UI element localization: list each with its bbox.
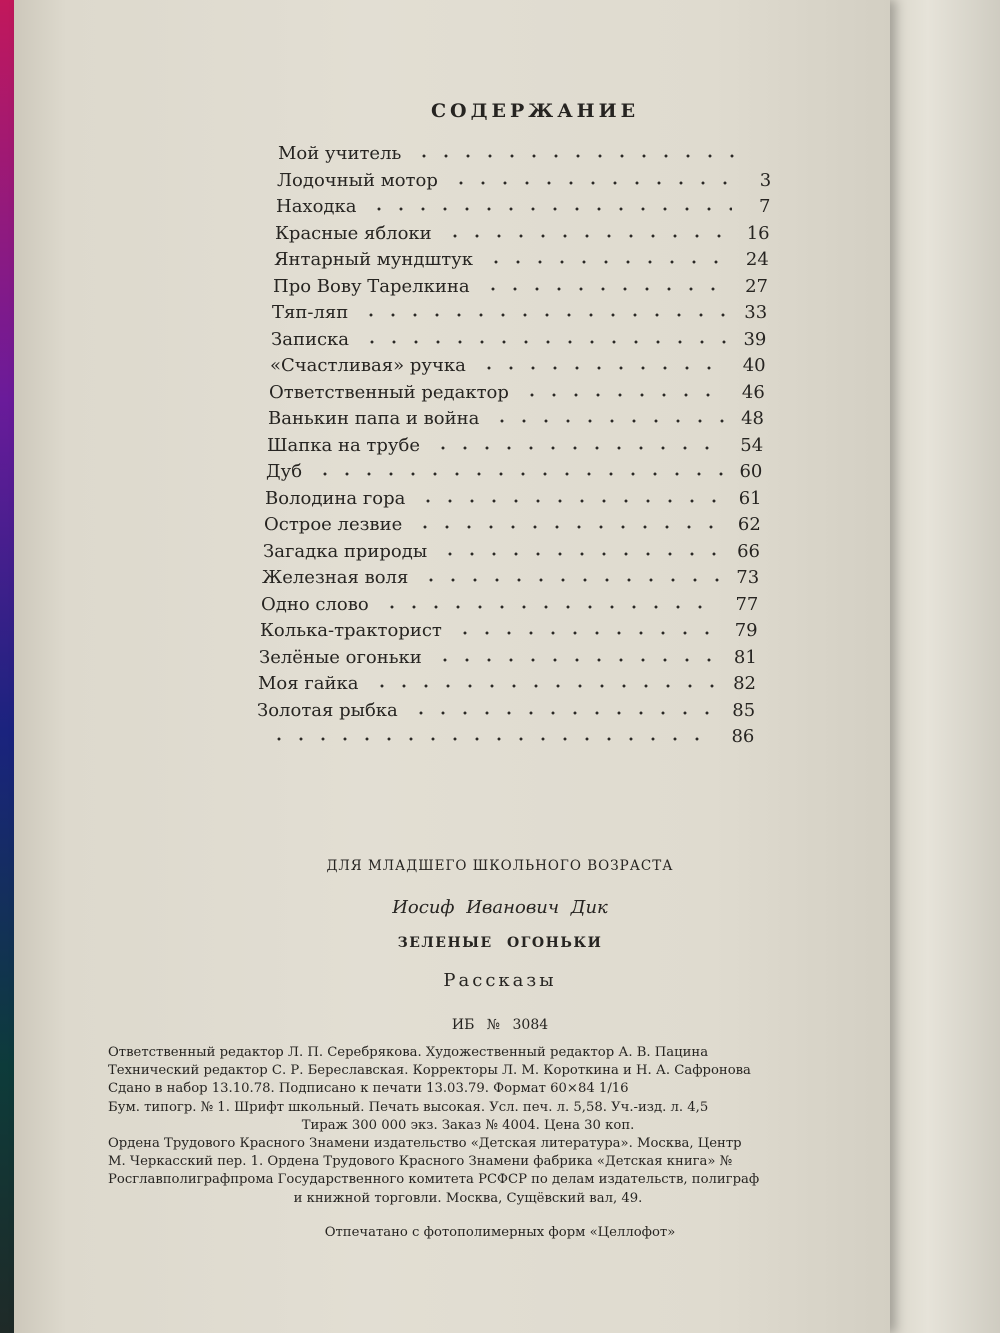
toc-entry [261,589,758,615]
toc-entry-title: Колька-тракторист [260,620,442,641]
dot-leader [478,365,728,371]
toc-entry-title: Острое лезвие [264,514,403,535]
toc-entry-page: 33 [744,302,768,323]
toc-entry [264,509,761,535]
toc-entry-page: 39 [743,328,767,350]
toc-entry-page: 79 [734,620,758,641]
toc-entry-page: 24 [745,249,769,270]
dot-leader [450,180,733,186]
dot-leader [521,392,727,398]
toc-entry [275,218,770,244]
toc-entry [258,668,756,694]
dot-leader [413,153,734,159]
credit-line: Ордена Трудового Красного Знамени издательство «Детская литература». Москва, Центр [108,1135,742,1151]
toc-entry-title: Володина гора [265,487,406,509]
toc-entry [274,244,769,270]
printed-note: Отпечатано с фотополимерных форм «Целлофот» [324,1225,676,1240]
dot-leader [444,233,732,239]
toc-entry [269,377,765,403]
toc-entry-page: 82 [733,673,756,694]
toc-entry [270,350,766,376]
toc-entry-page: 62 [737,514,761,535]
toc-entry-title: Мой учитель [278,143,402,164]
toc-entry-title: Красные яблоки [275,222,432,244]
toc-entry [278,138,772,164]
toc-entry-page: 73 [736,567,760,588]
toc-entry-title: Одно слово [261,593,369,615]
toc-entry-page: 46 [741,381,765,403]
toc-entry [256,721,754,747]
toc-entry-title: Находка [276,196,357,217]
toc-entry-title: Лодочный мотор [277,169,438,191]
toc-entry-title: Золотая рыбка [257,699,398,721]
dot-leader [420,577,721,583]
toc-entry-page: 54 [740,434,764,456]
credit-line: Сдано в набор 13.10.78. Подписано к печати 13.03.79. Формат 60×84 1/16 [108,1081,629,1097]
genre: Рассказы [443,970,557,991]
toc-entry-page: 48 [741,408,764,429]
toc-entry [259,642,757,668]
dot-leader [491,418,726,424]
dot-leader [410,710,717,716]
toc-entry [277,165,771,191]
toc-entry-title: Про Вову Тарелкина [273,275,470,297]
toc-entry-title: Моя гайка [258,673,359,694]
toc-entry-page: 77 [735,593,759,615]
dot-leader [432,445,725,451]
toc-entry-title: Янтарный мундштук [274,249,473,270]
book-title: ЗЕЛЕНЫЕ ОГОНЬКИ [397,935,603,951]
toc-entry-page: 60 [739,461,763,482]
toc-entry [266,456,762,482]
toc-entry [276,191,770,217]
credit-line: и книжной торговли. Москва, Сущёвский вал, 49. [293,1190,643,1206]
toc-entry-page: 7 [758,196,771,217]
toc-entry-title: Шапка на трубе [267,434,420,456]
toc-entry-title: Зелёные огоньки [259,646,422,668]
credit-line: Росглавполиграфпрома Государственного комитета РСФСР по делам издательств, полиграф [108,1172,760,1188]
dot-leader [368,206,732,212]
toc-entry-page: 86 [731,726,755,747]
credit-line: М. Черкасский пер. 1. Ордена Трудового Красного Знамени фабрика «Детская книга» № [108,1154,733,1170]
toc-entry-page: 27 [745,275,768,297]
dot-leader [439,551,722,557]
contents-title: СОДЕРЖАНИЕ [430,100,640,122]
toc-entry-title: «Счастливая» ручка [270,355,466,376]
toc-entry [265,483,762,509]
toc-entry [271,324,766,350]
toc-entry-title: Ответственный редактор [269,381,509,403]
toc-entry-page: 66 [737,540,760,562]
toc-entry-title: Ванькин папа и война [268,408,480,429]
dot-leader [485,259,731,265]
credit-line: Тираж 300 000 экз. Заказ № 4004. Цена 30 коп. [301,1117,635,1133]
toc-entry-title: Железная воля [262,567,409,588]
toc-entry-page: 3 [759,169,772,191]
dot-leader [361,339,728,345]
dot-leader [381,604,721,610]
toc-entry [273,271,768,297]
toc-entry [262,562,759,588]
credit-line: Бум. типогр. № 1. Шрифт школьный. Печать высокая. Усл. печ. л. 5,58. Уч.-изд. л. 4,5 [108,1099,709,1115]
toc-entry-title: Загадка природы [263,540,428,562]
toc-entry-page: 61 [738,487,762,509]
publication-credits [108,1044,828,1208]
dot-leader [360,312,729,318]
dot-leader [314,471,724,477]
toc-entry-page: 16 [746,222,770,244]
dot-leader [454,630,720,636]
toc-entry [257,695,755,721]
age-group: ДЛЯ МЛАДШЕГО ШКОЛЬНОГО ВОЗРАСТА [326,858,674,874]
toc-entry-page: 40 [742,355,766,376]
toc-entry [263,536,760,562]
dot-leader [434,657,719,663]
toc-entry [272,297,767,323]
dot-leader [371,683,719,689]
toc-entry-page: 85 [732,699,756,721]
credit-line: Технический редактор С. Р. Береславская. Корректоры Л. М. Короткина и Н. А. Сафронова [108,1063,751,1079]
author-name: Иосиф Иванович Дик [392,897,608,918]
dot-leader [414,524,723,530]
toc-entry [260,615,758,641]
toc-entry-title: Дуб [266,461,303,482]
toc-entry-title: Записка [271,328,350,350]
toc-entry-title: Тяп-ляп [272,302,349,323]
toc-entry [268,403,764,429]
next-page-edge [880,0,1000,1333]
dot-leader [417,498,723,504]
toc-entry-page: 81 [733,646,757,668]
ib-number: ИБ № 3084 [451,1017,549,1033]
dot-leader [482,286,730,292]
dot-leader [268,736,716,742]
credit-line: Ответственный редактор Л. П. Серебрякова. Художественный редактор А. В. Пацина [108,1045,709,1060]
toc-entry [267,430,763,456]
